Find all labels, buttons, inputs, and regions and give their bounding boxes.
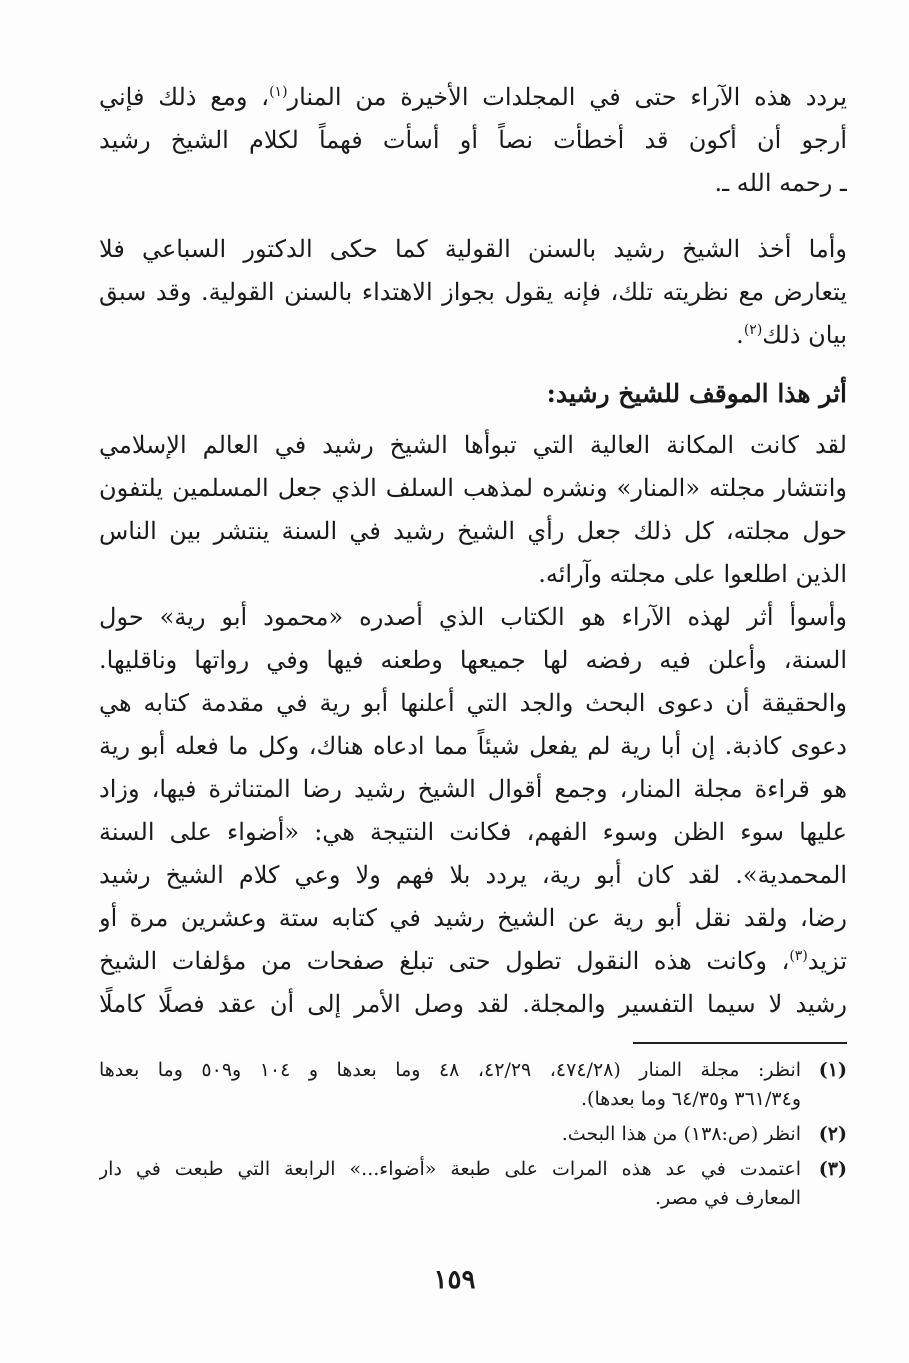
footnote-ref[interactable]: (٢) [743, 322, 763, 338]
footnote-3 [99, 1155, 847, 1213]
text-line: هو قراءة مجلة المنار، وجمع أقوال الشيخ رشيد رضا المتناثرة فيها، وزاد [99, 775, 847, 803]
text-line: الذين اطلعوا على مجلته وآرائه. [538, 560, 847, 588]
text-line: المحمدية». لقد كان أبو رية، يردد بلا فهم ولا وعي كلام الشيخ رشيد [99, 861, 847, 889]
footnote-number: (١) [818, 1059, 847, 1081]
footnote-2 [99, 1120, 847, 1149]
text-line: يتعارض مع نظريته تلك، فإنه يقول بجواز الاهتداء بالسنن القولية. وقد سبق [99, 278, 847, 306]
footnote-text: انظر (ص:١٣٨) من هذا البحث. [561, 1123, 801, 1145]
text-line: عليها سوء الظن وسوء الفهم، فكانت النتيجة هي: «أضواء على السنة [99, 818, 847, 846]
text-segment: بيان ذلك [762, 321, 847, 349]
footnote-text: اعتمدت في عد هذه المرات على طبعة «أضواء...» الرابعة التي طبعت في دار [99, 1158, 801, 1180]
text-segment: ، ومع ذلك فإني [99, 83, 270, 111]
page-number: ١٥٩ [433, 1265, 476, 1295]
text-line: دعوى كاذبة. إن أبا رية لم يفعل شيئاً مما ادعاه هناك، وكل ما فعله أبو رية [99, 732, 847, 760]
footnote-1 [99, 1056, 847, 1114]
section-heading: أثر هذا الموقف للشيخ رشيد: [546, 379, 847, 408]
text-segment: ، وكانت هذه النقول تطول حتى تبلغ صفحات من مؤلفات الشيخ [99, 947, 790, 975]
text-line: وأسوأ أثر لهذه الآراء هو الكتاب الذي أصدره «محمود أبو رية» حول [99, 603, 847, 631]
text-line: ـ رحمه الله ـ. [714, 169, 847, 197]
footnotes [99, 1056, 847, 1219]
paragraph-influence [99, 424, 847, 596]
text-line: وانتشار مجلته «المنار» ونشره لمذهب السلف الذي جعل المسلمين يلتفون [99, 474, 847, 502]
text-line: حول مجلته، كل ذلك جعل رأي الشيخ رشيد في السنة ينتشر بين الناس [99, 517, 847, 545]
paragraph-intro [99, 76, 847, 205]
paragraph-abu-rayya [99, 596, 847, 1026]
footnote-text: المعارف في مصر. [654, 1187, 801, 1209]
footnote-divider [633, 1042, 847, 1044]
text-line: والحقيقة أن دعوى البحث والجد التي أعلنها أبو رية في مقدمة كتابه هي [99, 689, 847, 717]
text-segment: . [736, 321, 744, 349]
text-line [99, 76, 847, 119]
text-segment: تزيد [807, 947, 847, 975]
paragraph-sibai [99, 228, 847, 357]
footnote-ref[interactable]: (٣) [789, 948, 808, 964]
text-line [99, 314, 847, 357]
text-segment: يردد هذه الآراء حتى في المجلدات الأخيرة من المنار [287, 83, 847, 111]
footnote-text: و٣٦١/٣٤ و٦٤/٣٥ وما بعدها). [581, 1088, 801, 1110]
text-line: وأما أخذ الشيخ رشيد بالسنن القولية كما حكى الدكتور السباعي فلا [99, 235, 847, 263]
footnote-number: (٣) [818, 1158, 847, 1180]
text-line [99, 940, 847, 983]
footnote-text: انظر: مجلة المنار (٤٧٤/٢٨، ٤٢/٢٩، ٤٨ وما بعدها و ١٠٤ و٥٠٩ وما بعدها [99, 1059, 801, 1081]
footnote-ref[interactable]: (١) [269, 84, 288, 100]
text-line: رشيد لا سيما التفسير والمجلة. لقد وصل الأمر إلى أن عقد فصلًا كاملًا [99, 990, 847, 1018]
text-line: أرجو أن أكون قد أخطأت نصاً أو أسأت فهماً لكلام الشيخ رشيد [99, 126, 847, 154]
text-line: السنة، وأعلن فيه رفضه لها جميعها وطعنه فيها وفي رواتها وناقليها. [99, 646, 847, 674]
text-line: رضا، ولقد نقل أبو رية عن الشيخ رشيد في كتابه ستة وعشرين مرة أو [99, 904, 847, 932]
text-line: لقد كانت المكانة العالية التي تبوأها الشيخ رشيد في العالم الإسلامي [99, 431, 847, 459]
footnote-number: (٢) [818, 1123, 847, 1145]
